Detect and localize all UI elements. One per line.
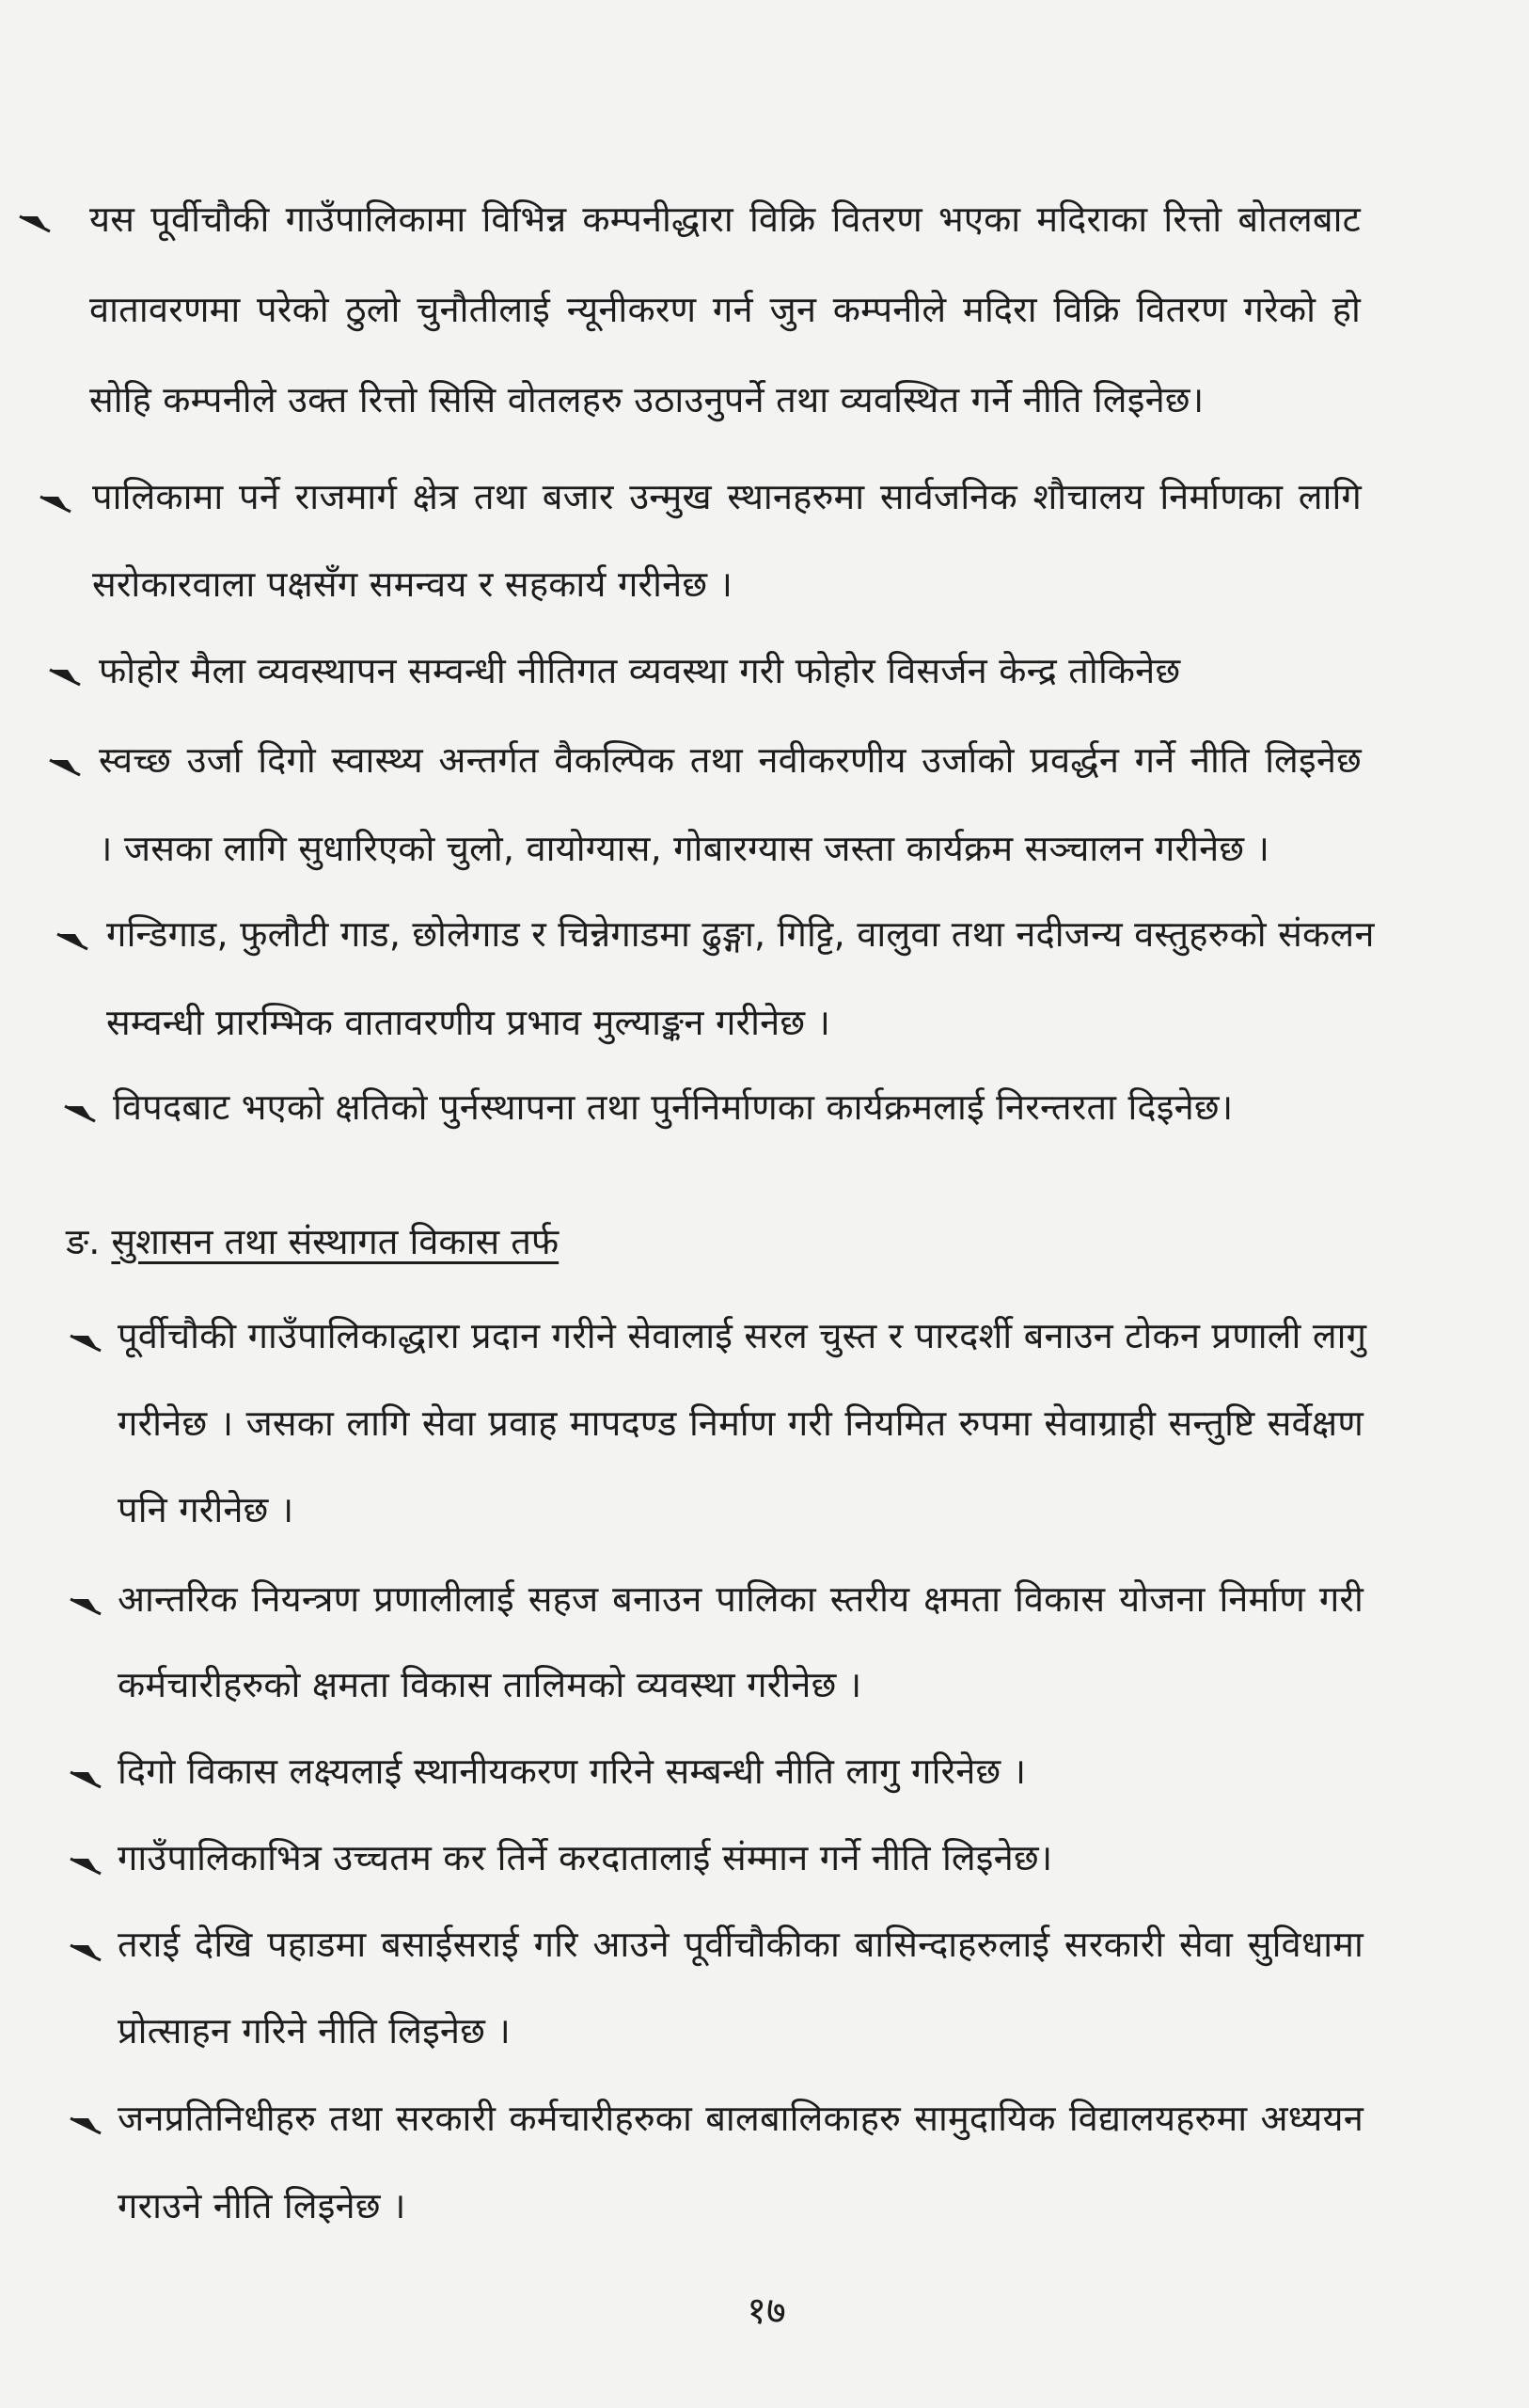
section-marker: ङ. [66, 1221, 101, 1262]
item-line: सरोकारवाला पक्षसँग समन्वय र सहकार्य गरीनेछ । [92, 563, 733, 605]
item-line: गराउने नीति लिइनेछ । [118, 2185, 406, 2226]
arrow-bullet-icon [47, 662, 87, 690]
item-line: यस पूर्वीचौकी गाउँपालिकामा विभिन्न कम्पनीद्धारा विक्रि वितरण भएका मदिराका रित्तो बोतलबाट [89, 198, 1361, 240]
item-line: पूर्वीचौकी गाउँपालिकाद्धारा प्रदान गरीने सेवालाई सरल चुस्त र पारदर्शी बनाउन टोकन प्रणाली लागु [118, 1315, 1367, 1356]
arrow-bullet-icon [17, 209, 56, 237]
item-line: सम्वन्धी प्रारम्भिक वातावरणीय प्रभाव मुल्याङ्कन गरीनेछ । [106, 1002, 831, 1043]
arrow-bullet-icon [68, 2111, 107, 2139]
item-line: । जसका लागि सुधारिएको चुलो, वायोग्यास, गोबारग्यास जस्ता कार्यक्रम सञ्चालन गरीनेछ । [99, 828, 1270, 869]
arrow-bullet-icon [68, 1765, 107, 1793]
item-line: पालिकामा पर्ने राजमार्ग क्षेत्र तथा बजार उन्मुख स्थानहरुमा सार्वजनिक शौचालय निर्माणका लागि [92, 476, 1362, 517]
item-line: विपदबाट भएको क्षतिको पुर्नस्थापना तथा पुर्ननिर्माणका कार्यक्रमलाई निरन्तरता दिइनेछ। [113, 1086, 1234, 1128]
section-heading [66, 1218, 559, 1265]
item-line: जनप्रतिनिधीहरु तथा सरकारी कर्मचारीहरुका बालबालिकाहरु सामुदायिक विद्यालयहरुमा अध्ययन [118, 2098, 1363, 2139]
arrow-bullet-icon [68, 1938, 107, 1966]
item-line: गाउँपालिकाभित्र उच्चतम कर तिर्ने करदातालाई संम्मान गर्ने नीति लिइनेछ। [118, 1837, 1053, 1878]
item-line: स्वच्छ उर्जा दिगो स्वास्थ्य अन्तर्गत वैकल्पिक तथा नवीकरणीय उर्जाको प्रवर्द्धन गर्ने नीति लिइनेछ [99, 739, 1362, 781]
arrow-bullet-icon [68, 1328, 107, 1356]
arrow-bullet-icon [47, 752, 87, 781]
item-line: गरीनेछ । जसका लागि सेवा प्रवाह मापदण्ड निर्माण गरी नियमित रुपमा सेवाग्राही सन्तुष्टि सर्वेक्षण [118, 1402, 1363, 1444]
arrow-bullet-icon [62, 1099, 102, 1127]
item-line: तराई देखि पहाडमा बसाईसराई गरि आउने पूर्वीचौकीका बासिन्दाहरुलाई सरकारी सेवा सुविधामा [118, 1924, 1363, 1965]
item-line: आन्तरिक नियन्त्रण प्रणालीलाई सहज बनाउन पालिका स्तरीय क्षमता विकास योजना निर्माण गरी [118, 1578, 1363, 1620]
item-line: कर्मचारीहरुको क्षमता विकास तालिमको व्यवस्था गरीनेछ । [118, 1664, 862, 1705]
item-line: दिगो विकास लक्ष्यलाई स्थानीयकरण गरिने सम्बन्धी नीति लागु गरिनेछ । [118, 1751, 1027, 1792]
arrow-bullet-icon [68, 1592, 107, 1620]
section-title: सुशासन तथा संस्थागत विकास तर्फ [111, 1221, 560, 1262]
item-line: फोहोर मैला व्यवस्थापन सम्वन्धी नीतिगत व्यवस्था गरी फोहोर विसर्जन केन्द्र तोकिनेछ [99, 650, 1181, 691]
arrow-bullet-icon [68, 1851, 107, 1879]
arrow-bullet-icon [55, 927, 94, 955]
arrow-bullet-icon [38, 489, 77, 517]
item-line: प्रोत्साहन गरिने नीति लिइनेछ । [118, 2010, 511, 2052]
item-line: पनि गरीनेछ । [118, 1489, 294, 1530]
page-number: १७ [747, 2289, 786, 2333]
item-line: वातावरणमा परेको ठुलो चुनौतीलाई न्यूनीकरण गर्न जुन कम्पनीले मदिरा विक्रि वितरण गरेको हो [89, 289, 1361, 330]
item-line: सोहि कम्पनीले उक्त रित्तो सिसि वोतलहरु उठाउनुपर्ने तथा व्यवस्थित गर्ने नीति लिइनेछ। [89, 379, 1205, 420]
item-line: गन्डिगाड, फुलौटी गाड, छोलेगाड र चिन्नेगाडमा ढुङ्गा, गिट्टि, वालुवा तथा नदीजन्य वस्तुहरुको संकलन [106, 913, 1375, 955]
